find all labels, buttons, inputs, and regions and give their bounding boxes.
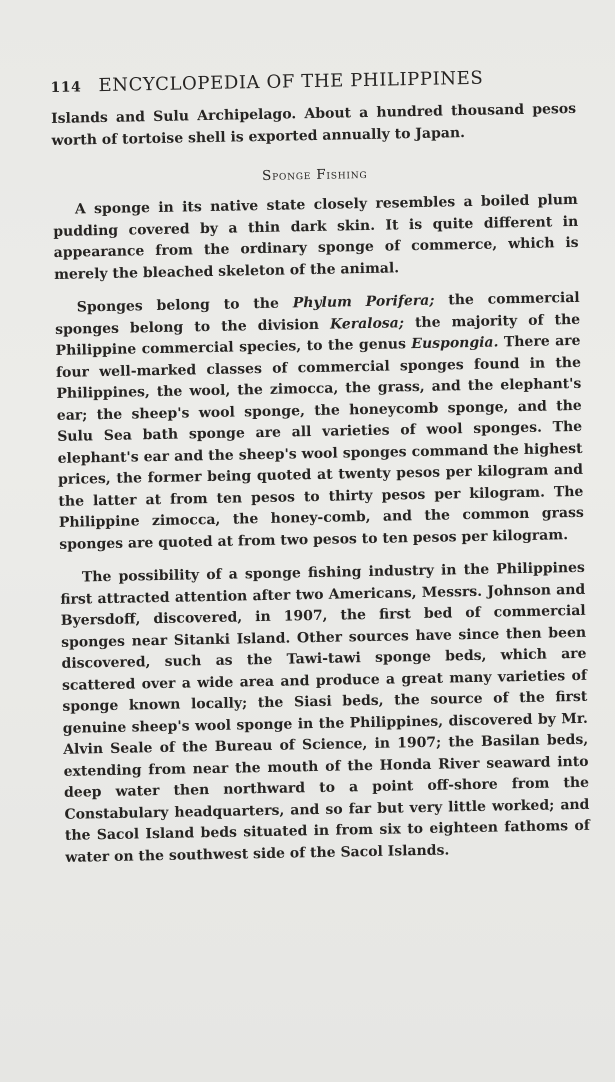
paragraph-sponge-classification [55,288,585,556]
intro-paragraph: Islands and Sulu Archipelago. About a hundred thousand pesos worth of tortoise shell is exported annually to Japan. [50,100,577,149]
classification-text-4: There are four well-marked classes of commercial sponges found in the Philippines, the wool, the zimocca, the grass, and the elephant's ear; the sheep's wool sponge, the honeycomb sponge, and the Sulu Sea bath sponge are all varieties of wool sponges. The elephant's ear and the sheep's wool sponges command the highest prices, the former being quoted at twenty pesos per kilogram and the latter at from ten pesos to thirty pesos per kilogram. The Philippine zimocca, the honey-comb, and the common grass sponges are quoted at from two pesos to ten pesos per kilogram. [55,332,584,553]
page-number: 114 [50,79,82,96]
division-name: Keralosa; [329,314,405,333]
phylum-name: Phylum Porifera; [292,292,435,312]
paragraph-sponge-industry: The possibility of a sponge fishing industry in the Philippines first attracted attention after two Americans, Messrs. Johnson and Byersdoff, discovered, in 1907, the first bed of commercial sponges near Sitanki Island. Other sources have since then been discovered, such as the Tawi-tawi sponge beds, which are scattered over a wide area and produce a great many varieties of sponge known locally; the Siasi beds, the source of the first genuine sheep's wool sponge in the Philippines, discovered by Mr. Alvin Seale of the Bureau of Science, in 1907; the Basilan beds, extending from near the mouth of the Honda River seaward into deep water then northward to a point off-shore from the Constabulary headquarters, and so far but very little worked; and the Sacol Island beds situated in from six to eighteen fathoms of water on the southwest side of the Sacol Islands. [60,559,590,866]
genus-name: Euspongia. [411,334,499,353]
classification-text-2: the commercial sponges belong to the division [55,289,580,338]
book-title: ENCYCLOPEDIA OF THE PHILIPPINES [98,67,484,97]
section-heading: Sponge Fishing [261,165,368,184]
running-head [50,66,575,97]
page-content [50,50,590,869]
paragraph-sponge-description: A sponge in its native state closely resembles a boiled plum pudding covered by a thin dark skin. It is quite different in appearance from the ordinary sponge of commerce, which is merely the bleached skeleton of the animal. [53,191,579,283]
classification-text-1: Sponges belong to the [76,295,293,316]
classification-text-3: the majority of the Philippine commercial species, to the genus [55,311,581,359]
